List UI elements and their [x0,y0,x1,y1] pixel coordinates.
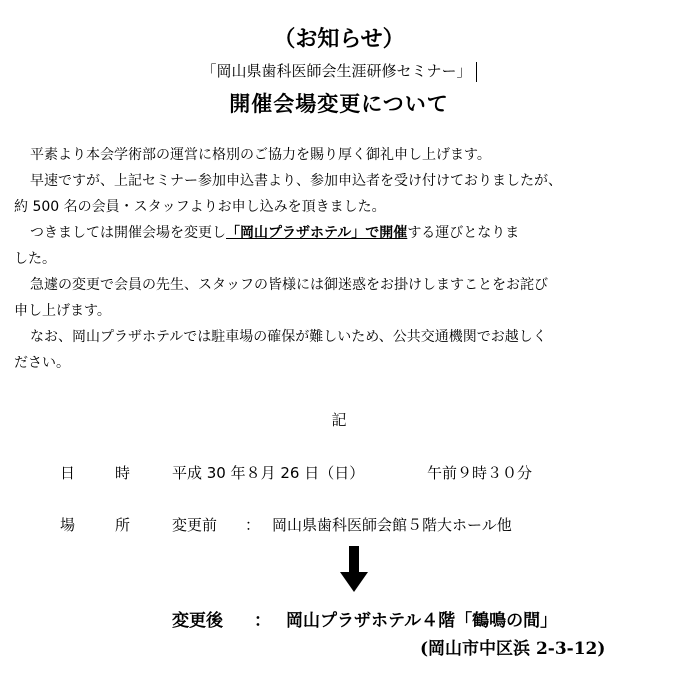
colon: ： [245,516,261,534]
body-line: 早速ですが、上記セミナー参加申込書より、参加申込者を受け付けておりましたが、 [30,173,562,189]
body-text: する運びとなりま [407,225,520,241]
body-line: 急遽の変更で会員の先生、スタッフの皆様には御迷惑をお掛けしますことをお詫び [30,277,548,293]
date-label-1: 日 [60,464,76,482]
place-label-1: 場 [60,516,76,534]
after-label: 変更後 [172,611,223,631]
colon: ： [254,611,271,631]
seminar-title-text: 「岡山県歯科医師会生涯研修セミナー」 [201,62,472,80]
body-line: した。 [14,251,56,267]
address: (岡山市中区浜 2-3-12) [420,639,606,659]
body-line: 約 500 名の会員・スタッフよりお申し込みを頂きました。 [14,199,386,215]
date-label-2: 時 [115,464,131,482]
body-line: なお、岡山プラザホテルでは駐車場の確保が難しいため、公共交通機関でお越しく [30,329,547,345]
before-venue: 岡山県歯科医師会館５階大ホール他 [272,516,512,534]
body-line: 申し上げます。 [14,303,111,319]
body-line-venue [30,220,519,246]
arrow-down-icon [340,546,368,592]
place-label-2: 所 [115,516,131,534]
time-value: 午前９時３０分 [427,464,533,482]
before-label: 変更前 [172,516,218,534]
text-cursor [476,62,477,82]
body-line: 平素より本会学術部の運営に格別のご協力を賜り厚く御礼申し上げます。 [30,147,491,163]
venue-highlight: 「岡山プラザホテル」で開催 [226,225,408,241]
page-title: 開催会場変更について [229,91,449,116]
ki-heading: 記 [331,411,347,429]
date-value: 平成 30 年８月 26 日（日） [172,464,365,482]
seminar-title [0,60,678,82]
notice-heading: （お知らせ） [273,26,405,52]
body-line: ださい。 [14,355,70,371]
body-text: つきましては開催会場を変更し [30,225,226,241]
after-venue: 岡山プラザホテル４階「鶴鳴の間」 [286,611,558,631]
